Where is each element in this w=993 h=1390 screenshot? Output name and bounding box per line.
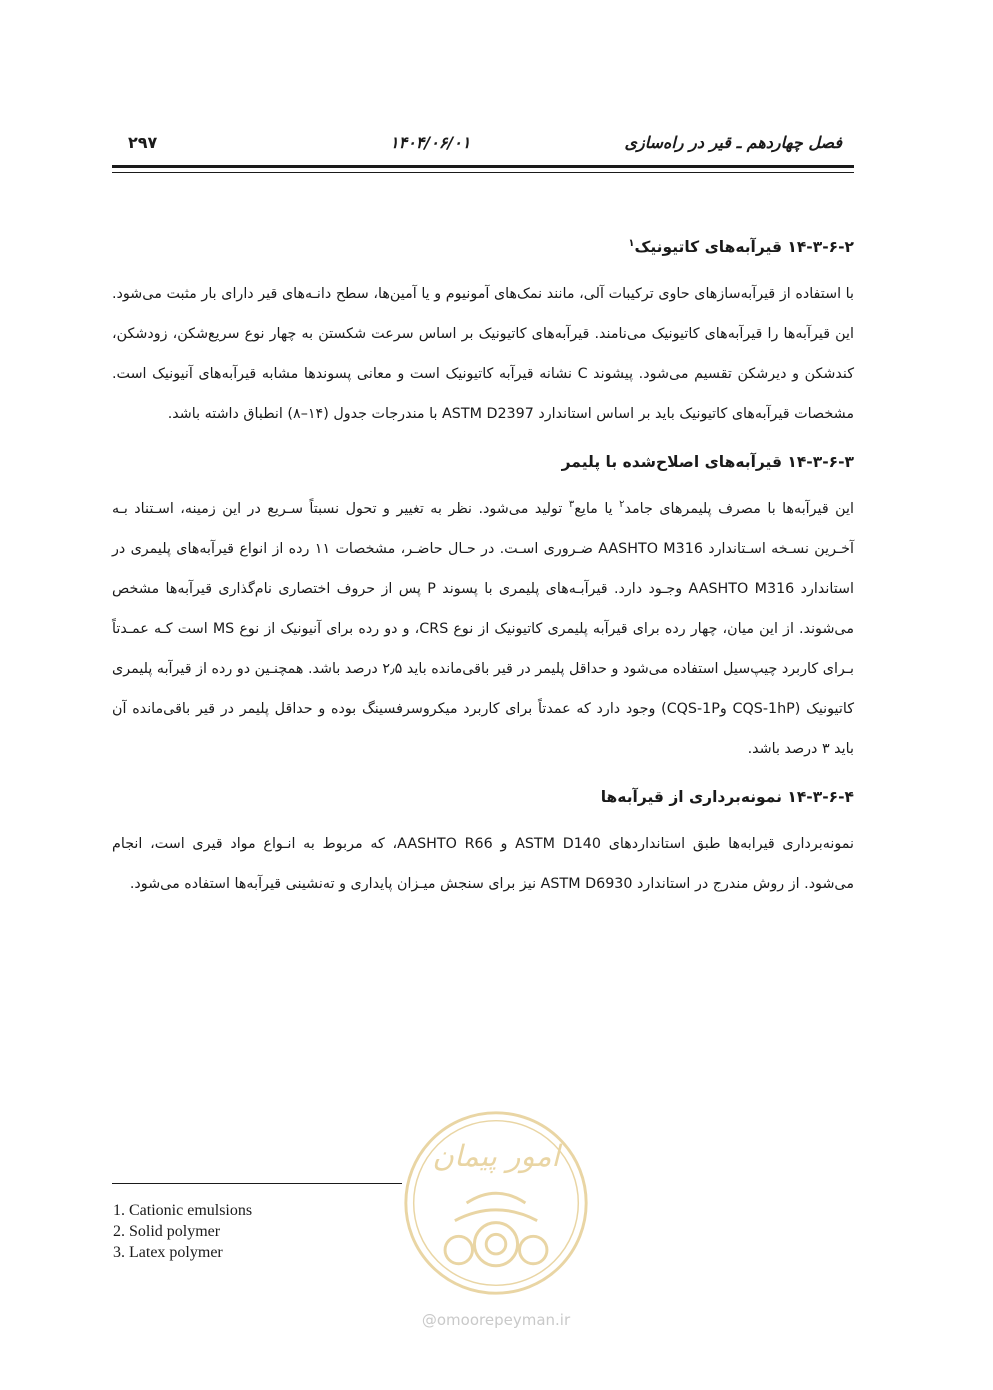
paragraph-polymer-part3: تولید می‌شود. نظر به تغییر و تحول نسبتاً سـریع در این زمینه، اسـتناد بـه آخـرین نسـخه اسـتاندارد AASHTO M316 ضـروری اسـت. در حـال حاضـر، مشخصات ۱۱ رده از انواع قیرآبه‌های پلیمری در استاندارد AASHTO M316 وجـود دارد. قیرآبـه‌های پلیمری با پسوند P پس از حروف اختصاری نام‌گذاری قیرآبه‌ها مشخص می‌شوند. از این میان، چهار رده برای قیرآبه پلیمری کاتیونیک از نوع CRS، و دو رده برای آنیونیک از نوع MS است کـه عمـدتاً بـرای کاربرد چیپ‌سیل استفاده می‌شود و حداقل پلیمر در قیر باقی‌مانده باید ۲٫۵ درصد باشد. همچنـین دو رده از قیرآبه پلیمری کاتیونیک (CQS-1hP وCQS-1P) وجود دارد که عمدتاً برای کاربرد میکروسرفسینگ بوده و حداقل پلیمر در قیر باقی‌مانده آن باید ۳ درصد باشد. [112, 501, 854, 757]
section-heading-polymer: ۱۴-۳-۶-۳ قیرآبه‌های اصلاح‌شده با پلیمر [561, 453, 854, 471]
footnote-rule [112, 1183, 402, 1184]
header-rule-thick [112, 165, 854, 168]
header-rule-thin [112, 172, 854, 173]
watermark-site: @omoorepeyman.ir [421, 1311, 571, 1329]
paragraph-polymer-part1: این قیرآبه‌ها با مصرف پلیمرهای جامد [624, 501, 855, 517]
footnote-ref-2: ۲ [619, 499, 625, 511]
footnote-ref-1: ۱ [628, 237, 635, 249]
paragraph-cationic: با استفاده از قیرآبه‌سازهای حاوی ترکیبات آلی، مانند نمک‌های آمونیوم و یا آمین‌ها، سطح دانـه‌های قیر دارای بار مثبت می‌شود. این قیرآبه‌ها را قیرآبه‌های کاتیونیک می‌نامند. قیرآبه‌های کاتیونیک بر اساس سرعت شکستن به چهار نوع سریع‌شکن، زودشکن، کندشکن و دیرشکن تقسیم می‌شود. پیشوند C نشانه قیرآبه کاتیونیک است و معانی پسوندها مشابه قیرآبه‌های آنیونیک است. مشخصات قیرآبه‌های کاتیونیک باید بر اساس استاندارد ASTM D2397 با مندرجات جدول (۱۴–۸) انطباق داشته باشد. [112, 286, 854, 422]
watermark-seal-logo [398, 1105, 594, 1301]
main-content [112, 233, 854, 904]
footnote-2: 2. Solid polymer [113, 1223, 221, 1240]
page-number: ۲۹۷ [128, 133, 158, 152]
footnote-3: 3. Latex polymer [113, 1244, 223, 1261]
footnotes [113, 1200, 252, 1263]
header-date: ۱۴۰۴/۰۶/۰۱ [390, 133, 471, 152]
paragraph-polymer-part2: یا مایع [574, 501, 620, 517]
section-heading-sampling: ۱۴-۳-۶-۴ نمونه‌برداری از قیرآبه‌ها [600, 788, 854, 806]
footnote-ref-3: ۳ [568, 499, 575, 511]
page-header [112, 133, 854, 157]
chapter-title: فصل چهاردهم ـ قیر در راه‌سازی [624, 133, 842, 152]
seal-logo-text: امور پیمان [432, 1138, 560, 1173]
section-heading-cationic-text: ۱۴-۳-۶-۲ قیرآبه‌های کاتیونیک [634, 238, 854, 256]
section-heading-cationic [112, 233, 854, 261]
paragraph-sampling: نمونه‌برداری قیرابه‌ها طبق استانداردهای ASTM D140 و AASHTO R66، که مربوط به انـواع مواد قیری است، انجام می‌شود. از روش مندرج در استاندارد ASTM D6930 نیز برای سنجش میـزان پایداری و ته‌نشینی قیرآبه‌ها استفاده می‌شود. [112, 836, 855, 892]
footnote-1: 1. Cationic emulsions [113, 1202, 253, 1219]
paragraph-polymer [112, 489, 854, 769]
